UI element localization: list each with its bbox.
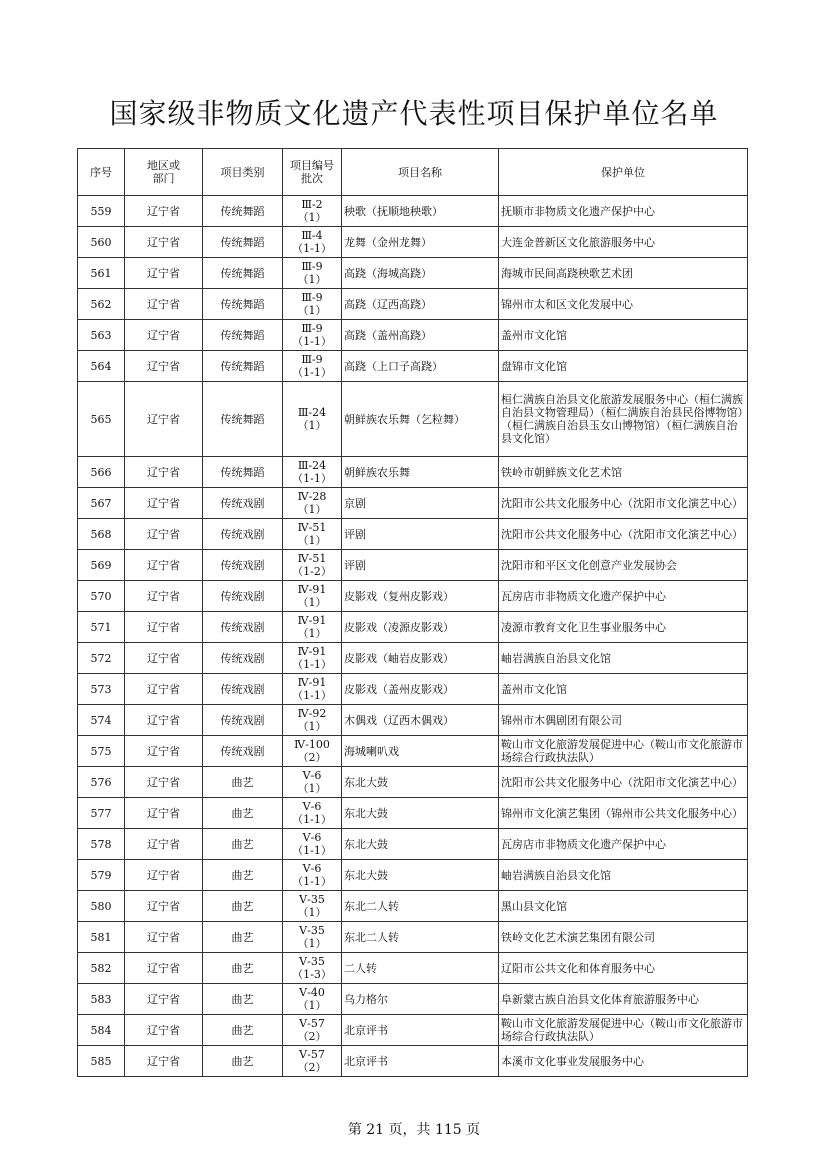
cell-unit: 盖州市文化馆 <box>499 674 748 705</box>
cell-name: 皮影戏（盖州皮影戏） <box>342 674 499 705</box>
table-row <box>78 860 748 891</box>
cell-region: 辽宁省 <box>125 674 203 705</box>
cell-category: 曲艺 <box>203 984 283 1015</box>
cell-name: 龙舞（金州龙舞） <box>342 227 499 258</box>
cell-code: Ⅳ-91 （1） <box>283 581 342 612</box>
table-row <box>78 227 748 258</box>
cell-code: Ⅲ-24 （1） <box>283 382 342 457</box>
cell-unit: 瓦房店市非物质文化遗产保护中心 <box>499 581 748 612</box>
cell-category: 传统舞蹈 <box>203 320 283 351</box>
cell-unit: 大连金普新区文化旅游服务中心 <box>499 227 748 258</box>
cell-category: 曲艺 <box>203 860 283 891</box>
cell-no: 562 <box>78 289 125 320</box>
cell-category: 曲艺 <box>203 829 283 860</box>
heritage-table <box>77 148 748 1077</box>
cell-code: Ⅴ-35 （1） <box>283 891 342 922</box>
cell-unit: 黑山县文化馆 <box>499 891 748 922</box>
header-unit: 保护单位 <box>499 149 748 196</box>
table-row <box>78 922 748 953</box>
table-row <box>78 612 748 643</box>
table-row <box>78 289 748 320</box>
cell-no: 564 <box>78 351 125 382</box>
cell-code: Ⅳ-91 （1-1） <box>283 643 342 674</box>
table-row <box>78 320 748 351</box>
cell-no: 570 <box>78 581 125 612</box>
cell-region: 辽宁省 <box>125 705 203 736</box>
cell-region: 辽宁省 <box>125 289 203 320</box>
cell-name: 秧歌（抚顺地秧歌） <box>342 196 499 227</box>
cell-unit: 沈阳市公共文化服务中心（沈阳市文化演艺中心） <box>499 488 748 519</box>
cell-unit: 铁岭文化艺术演艺集团有限公司 <box>499 922 748 953</box>
cell-category: 传统戏剧 <box>203 519 283 550</box>
table-row <box>78 519 748 550</box>
cell-code: Ⅳ-51 （1） <box>283 519 342 550</box>
cell-category: 传统戏剧 <box>203 736 283 767</box>
cell-no: 574 <box>78 705 125 736</box>
cell-no: 582 <box>78 953 125 984</box>
cell-region: 辽宁省 <box>125 519 203 550</box>
cell-no: 565 <box>78 382 125 457</box>
table-row <box>78 581 748 612</box>
cell-unit: 盘锦市文化馆 <box>499 351 748 382</box>
cell-name: 高跷（上口子高跷） <box>342 351 499 382</box>
cell-category: 传统戏剧 <box>203 643 283 674</box>
cell-no: 567 <box>78 488 125 519</box>
cell-name: 皮影戏（岫岩皮影戏） <box>342 643 499 674</box>
cell-region: 辽宁省 <box>125 829 203 860</box>
cell-unit: 岫岩满族自治县文化馆 <box>499 643 748 674</box>
cell-code: Ⅳ-91 （1） <box>283 612 342 643</box>
cell-code: Ⅲ-9 （1-1） <box>283 351 342 382</box>
cell-no: 573 <box>78 674 125 705</box>
table-row <box>78 953 748 984</box>
cell-code: Ⅴ-57 （2） <box>283 1015 342 1046</box>
cell-no: 566 <box>78 457 125 488</box>
cell-category: 传统舞蹈 <box>203 258 283 289</box>
table-row <box>78 196 748 227</box>
cell-region: 辽宁省 <box>125 488 203 519</box>
cell-category: 传统戏剧 <box>203 581 283 612</box>
cell-unit: 岫岩满族自治县文化馆 <box>499 860 748 891</box>
cell-no: 563 <box>78 320 125 351</box>
page-footer: 第 21 页，共 115 页 <box>347 1122 481 1138</box>
cell-unit: 本溪市文化事业发展服务中心 <box>499 1046 748 1077</box>
table-row <box>78 1015 748 1046</box>
cell-region: 辽宁省 <box>125 860 203 891</box>
cell-no: 568 <box>78 519 125 550</box>
header-region: 地区或 部门 <box>125 149 203 196</box>
cell-name: 北京评书 <box>342 1046 499 1077</box>
cell-name: 二人转 <box>342 953 499 984</box>
cell-unit: 盖州市文化馆 <box>499 320 748 351</box>
cell-region: 辽宁省 <box>125 891 203 922</box>
cell-region: 辽宁省 <box>125 612 203 643</box>
cell-code: Ⅴ-57 （2） <box>283 1046 342 1077</box>
cell-category: 曲艺 <box>203 767 283 798</box>
cell-code: Ⅳ-100 （2） <box>283 736 342 767</box>
cell-region: 辽宁省 <box>125 227 203 258</box>
cell-unit: 瓦房店市非物质文化遗产保护中心 <box>499 829 748 860</box>
cell-unit: 凌源市教育文化卫生事业服务中心 <box>499 612 748 643</box>
cell-no: 581 <box>78 922 125 953</box>
cell-region: 辽宁省 <box>125 798 203 829</box>
table-row <box>78 984 748 1015</box>
cell-code: Ⅳ-91 （1-1） <box>283 674 342 705</box>
cell-category: 传统戏剧 <box>203 550 283 581</box>
cell-code: Ⅴ-6 （1-1） <box>283 829 342 860</box>
cell-unit: 阜新蒙古族自治县文化体育旅游服务中心 <box>499 984 748 1015</box>
cell-name: 北京评书 <box>342 1015 499 1046</box>
cell-code: Ⅲ-9 （1） <box>283 289 342 320</box>
cell-name: 高跷（海城高跷） <box>342 258 499 289</box>
header-name: 项目名称 <box>342 149 499 196</box>
cell-unit: 抚顺市非物质文化遗产保护中心 <box>499 196 748 227</box>
cell-category: 传统舞蹈 <box>203 457 283 488</box>
cell-category: 传统舞蹈 <box>203 227 283 258</box>
cell-region: 辽宁省 <box>125 922 203 953</box>
cell-name: 皮影戏（复州皮影戏） <box>342 581 499 612</box>
table-row <box>78 829 748 860</box>
table-row <box>78 798 748 829</box>
cell-category: 曲艺 <box>203 953 283 984</box>
cell-no: 585 <box>78 1046 125 1077</box>
cell-region: 辽宁省 <box>125 351 203 382</box>
cell-category: 传统舞蹈 <box>203 289 283 320</box>
cell-code: Ⅴ-35 （1-3） <box>283 953 342 984</box>
cell-name: 木偶戏（辽西木偶戏） <box>342 705 499 736</box>
cell-unit: 桓仁满族自治县文化旅游发展服务中心（桓仁满族自治县文物管理局）（桓仁满族自治县民俗博物馆）（桓仁满族自治县玉女山博物馆）（桓仁满族自治县文化馆） <box>499 382 748 457</box>
cell-region: 辽宁省 <box>125 767 203 798</box>
cell-category: 传统戏剧 <box>203 705 283 736</box>
cell-code: Ⅲ-24 （1-1） <box>283 457 342 488</box>
cell-category: 曲艺 <box>203 922 283 953</box>
cell-category: 传统戏剧 <box>203 612 283 643</box>
cell-region: 辽宁省 <box>125 258 203 289</box>
cell-code: Ⅴ-6 （1-1） <box>283 860 342 891</box>
table-row <box>78 1046 748 1077</box>
cell-no: 584 <box>78 1015 125 1046</box>
cell-code: Ⅲ-9 （1-1） <box>283 320 342 351</box>
cell-unit: 沈阳市公共文化服务中心（沈阳市文化演艺中心） <box>499 767 748 798</box>
table-row <box>78 457 748 488</box>
cell-unit: 辽阳市公共文化和体育服务中心 <box>499 953 748 984</box>
cell-region: 辽宁省 <box>125 643 203 674</box>
table-row <box>78 891 748 922</box>
cell-name: 皮影戏（凌源皮影戏） <box>342 612 499 643</box>
cell-region: 辽宁省 <box>125 984 203 1015</box>
cell-category: 传统舞蹈 <box>203 382 283 457</box>
cell-region: 辽宁省 <box>125 953 203 984</box>
cell-region: 辽宁省 <box>125 1015 203 1046</box>
cell-no: 559 <box>78 196 125 227</box>
cell-name: 朝鲜族农乐舞（乞粒舞） <box>342 382 499 457</box>
cell-region: 辽宁省 <box>125 581 203 612</box>
header-category: 项目类别 <box>203 149 283 196</box>
header-code: 项目编号 批次 <box>283 149 342 196</box>
cell-unit: 铁岭市朝鲜族文化艺术馆 <box>499 457 748 488</box>
cell-region: 辽宁省 <box>125 550 203 581</box>
cell-region: 辽宁省 <box>125 196 203 227</box>
table-row <box>78 674 748 705</box>
cell-no: 571 <box>78 612 125 643</box>
cell-name: 东北大鼓 <box>342 860 499 891</box>
cell-no: 579 <box>78 860 125 891</box>
cell-code: Ⅴ-35 （1） <box>283 922 342 953</box>
cell-unit: 锦州市太和区文化发展中心 <box>499 289 748 320</box>
cell-name: 评剧 <box>342 550 499 581</box>
cell-unit: 沈阳市和平区文化创意产业发展协会 <box>499 550 748 581</box>
cell-name: 高跷（盖州高跷） <box>342 320 499 351</box>
cell-code: Ⅳ-51 （1-2） <box>283 550 342 581</box>
cell-region: 辽宁省 <box>125 1046 203 1077</box>
table-row <box>78 705 748 736</box>
cell-no: 572 <box>78 643 125 674</box>
cell-code: Ⅲ-9 （1） <box>283 258 342 289</box>
cell-region: 辽宁省 <box>125 736 203 767</box>
page-title: 国家级非物质文化遗产代表性项目保护单位名单 <box>109 97 719 130</box>
cell-name: 乌力格尔 <box>342 984 499 1015</box>
table-row <box>78 258 748 289</box>
cell-category: 曲艺 <box>203 891 283 922</box>
cell-no: 561 <box>78 258 125 289</box>
cell-category: 曲艺 <box>203 1046 283 1077</box>
cell-unit: 锦州市文化演艺集团（锦州市公共文化服务中心） <box>499 798 748 829</box>
cell-region: 辽宁省 <box>125 382 203 457</box>
cell-code: Ⅳ-28 （1） <box>283 488 342 519</box>
cell-code: Ⅲ-2 （1） <box>283 196 342 227</box>
cell-no: 575 <box>78 736 125 767</box>
header-no: 序号 <box>78 149 125 196</box>
cell-unit: 沈阳市公共文化服务中心（沈阳市文化演艺中心） <box>499 519 748 550</box>
cell-unit: 鞍山市文化旅游发展促进中心（鞍山市文化旅游市场综合行政执法队） <box>499 736 748 767</box>
cell-no: 577 <box>78 798 125 829</box>
cell-code: Ⅲ-4 （1-1） <box>283 227 342 258</box>
cell-name: 东北大鼓 <box>342 798 499 829</box>
cell-no: 580 <box>78 891 125 922</box>
cell-category: 曲艺 <box>203 1015 283 1046</box>
cell-name: 东北大鼓 <box>342 829 499 860</box>
cell-code: Ⅳ-92 （1） <box>283 705 342 736</box>
cell-name: 东北二人转 <box>342 891 499 922</box>
cell-name: 海城喇叭戏 <box>342 736 499 767</box>
table-row <box>78 643 748 674</box>
cell-category: 传统戏剧 <box>203 674 283 705</box>
table-row <box>78 382 748 457</box>
table-header-row <box>78 149 748 196</box>
cell-region: 辽宁省 <box>125 457 203 488</box>
table-row <box>78 488 748 519</box>
cell-unit: 锦州市木偶剧团有限公司 <box>499 705 748 736</box>
cell-name: 朝鲜族农乐舞 <box>342 457 499 488</box>
table-row <box>78 351 748 382</box>
cell-name: 东北大鼓 <box>342 767 499 798</box>
cell-code: Ⅴ-40 （1） <box>283 984 342 1015</box>
cell-region: 辽宁省 <box>125 320 203 351</box>
cell-no: 583 <box>78 984 125 1015</box>
cell-name: 高跷（辽西高跷） <box>342 289 499 320</box>
cell-category: 传统舞蹈 <box>203 196 283 227</box>
cell-unit: 海城市民间高跷秧歌艺术团 <box>499 258 748 289</box>
cell-category: 曲艺 <box>203 798 283 829</box>
cell-name: 评剧 <box>342 519 499 550</box>
cell-category: 传统戏剧 <box>203 488 283 519</box>
cell-name: 京剧 <box>342 488 499 519</box>
cell-no: 569 <box>78 550 125 581</box>
cell-category: 传统舞蹈 <box>203 351 283 382</box>
cell-no: 560 <box>78 227 125 258</box>
cell-no: 578 <box>78 829 125 860</box>
table-row <box>78 550 748 581</box>
cell-code: Ⅴ-6 （1-1） <box>283 798 342 829</box>
table-row <box>78 736 748 767</box>
cell-no: 576 <box>78 767 125 798</box>
cell-unit: 鞍山市文化旅游发展促进中心（鞍山市文化旅游市场综合行政执法队） <box>499 1015 748 1046</box>
table-row <box>78 767 748 798</box>
cell-name: 东北二人转 <box>342 922 499 953</box>
cell-code: Ⅴ-6 （1） <box>283 767 342 798</box>
